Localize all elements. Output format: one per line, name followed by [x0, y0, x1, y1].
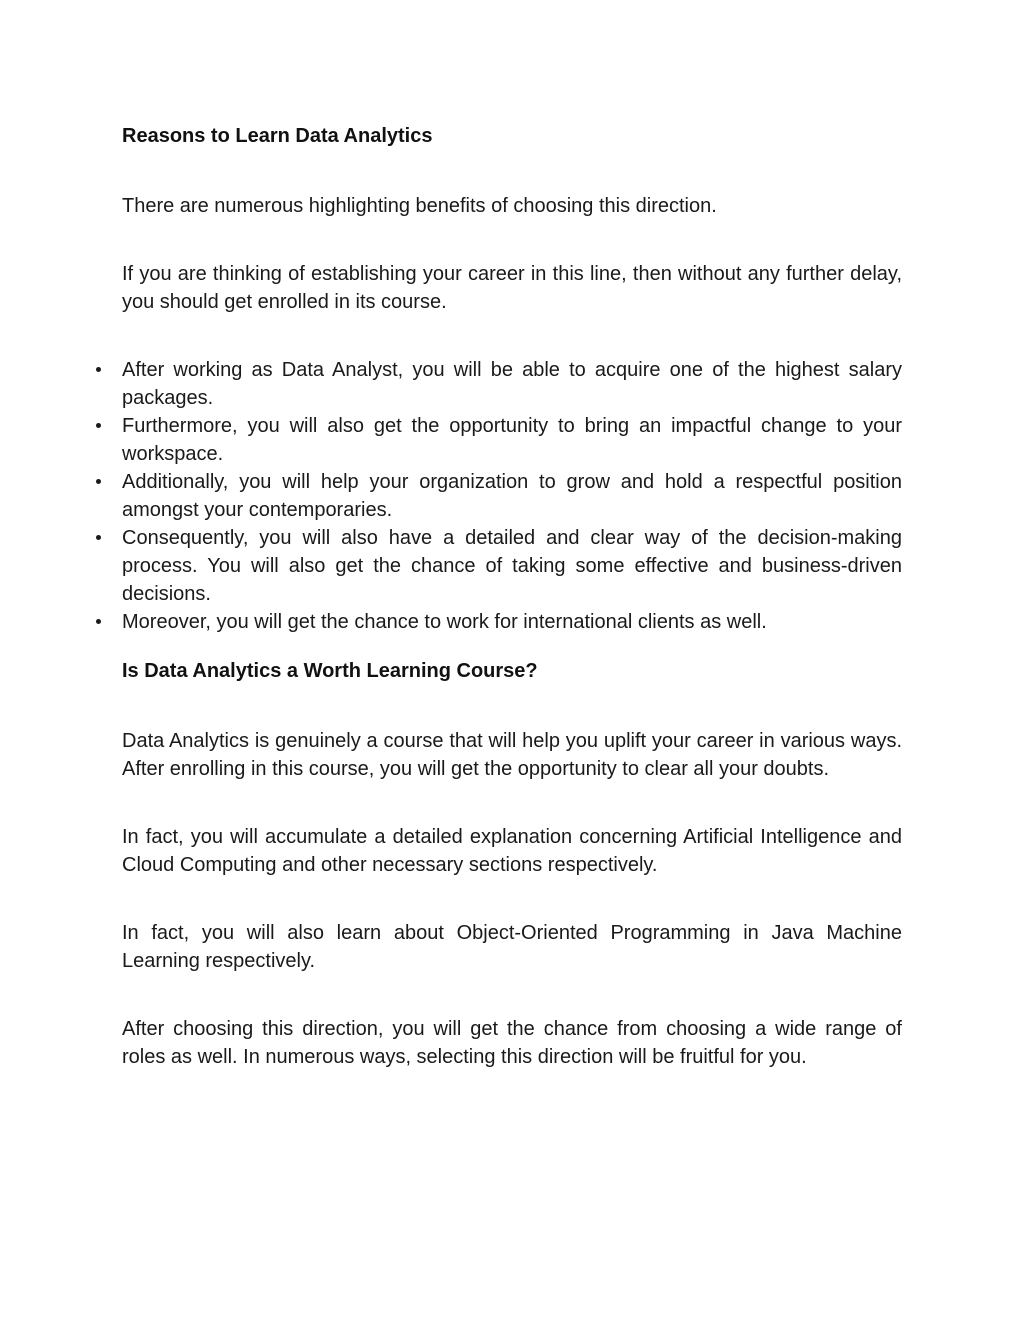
para-roles-range: After choosing this direction, you will get the chance from choosing a wide range of roles as well. In numerous ways, selecting this direction will be fruitful for you. — [122, 1018, 902, 1068]
para-uplift-career: Data Analytics is genuinely a course that will help you uplift your career in various ways. After enrolling in this course, you will get the opportunity to clear all your doubts. — [122, 730, 902, 780]
list-item-text: Additionally, you will help your organization to grow and hold a respectful position amongst your contemporaries. — [122, 471, 902, 521]
benefits-list — [122, 356, 902, 636]
list-item-text: Moreover, you will get the chance to work for international clients as well. — [122, 611, 767, 633]
list-item — [122, 412, 902, 468]
para-benefits-intro: There are numerous highlighting benefits of choosing this direction. — [122, 195, 717, 217]
list-item-text: Consequently, you will also have a detailed and clear way of the decision-making process. You will also get the chance of taking some effective and business-driven decisions. — [122, 527, 902, 605]
list-item — [122, 356, 902, 412]
list-item — [122, 608, 902, 636]
heading-worth-learning: Is Data Analytics a Worth Learning Course? — [122, 660, 538, 682]
para-ai-cloud: In fact, you will accumulate a detailed explanation concerning Artificial Intelligence and Cloud Computing and other necessary sections respectively. — [122, 826, 902, 876]
bullet-icon — [96, 479, 101, 484]
bullet-icon — [96, 619, 101, 624]
para-oop-java: In fact, you will also learn about Object-Oriented Programming in Java Machine Learning respectively. — [122, 922, 902, 972]
para-career-enroll: If you are thinking of establishing your career in this line, then without any further delay, you should get enrolled in its course. — [122, 263, 902, 313]
bullet-icon — [96, 535, 101, 540]
list-item — [122, 468, 902, 524]
list-item — [122, 524, 902, 608]
bullet-icon — [96, 367, 101, 372]
heading-reasons-to-learn: Reasons to Learn Data Analytics — [122, 125, 433, 147]
list-item-text: Furthermore, you will also get the opportunity to bring an impactful change to your workspace. — [122, 415, 902, 465]
list-item-text: After working as Data Analyst, you will be able to acquire one of the highest salary packages. — [122, 359, 902, 409]
bullet-icon — [96, 423, 101, 428]
